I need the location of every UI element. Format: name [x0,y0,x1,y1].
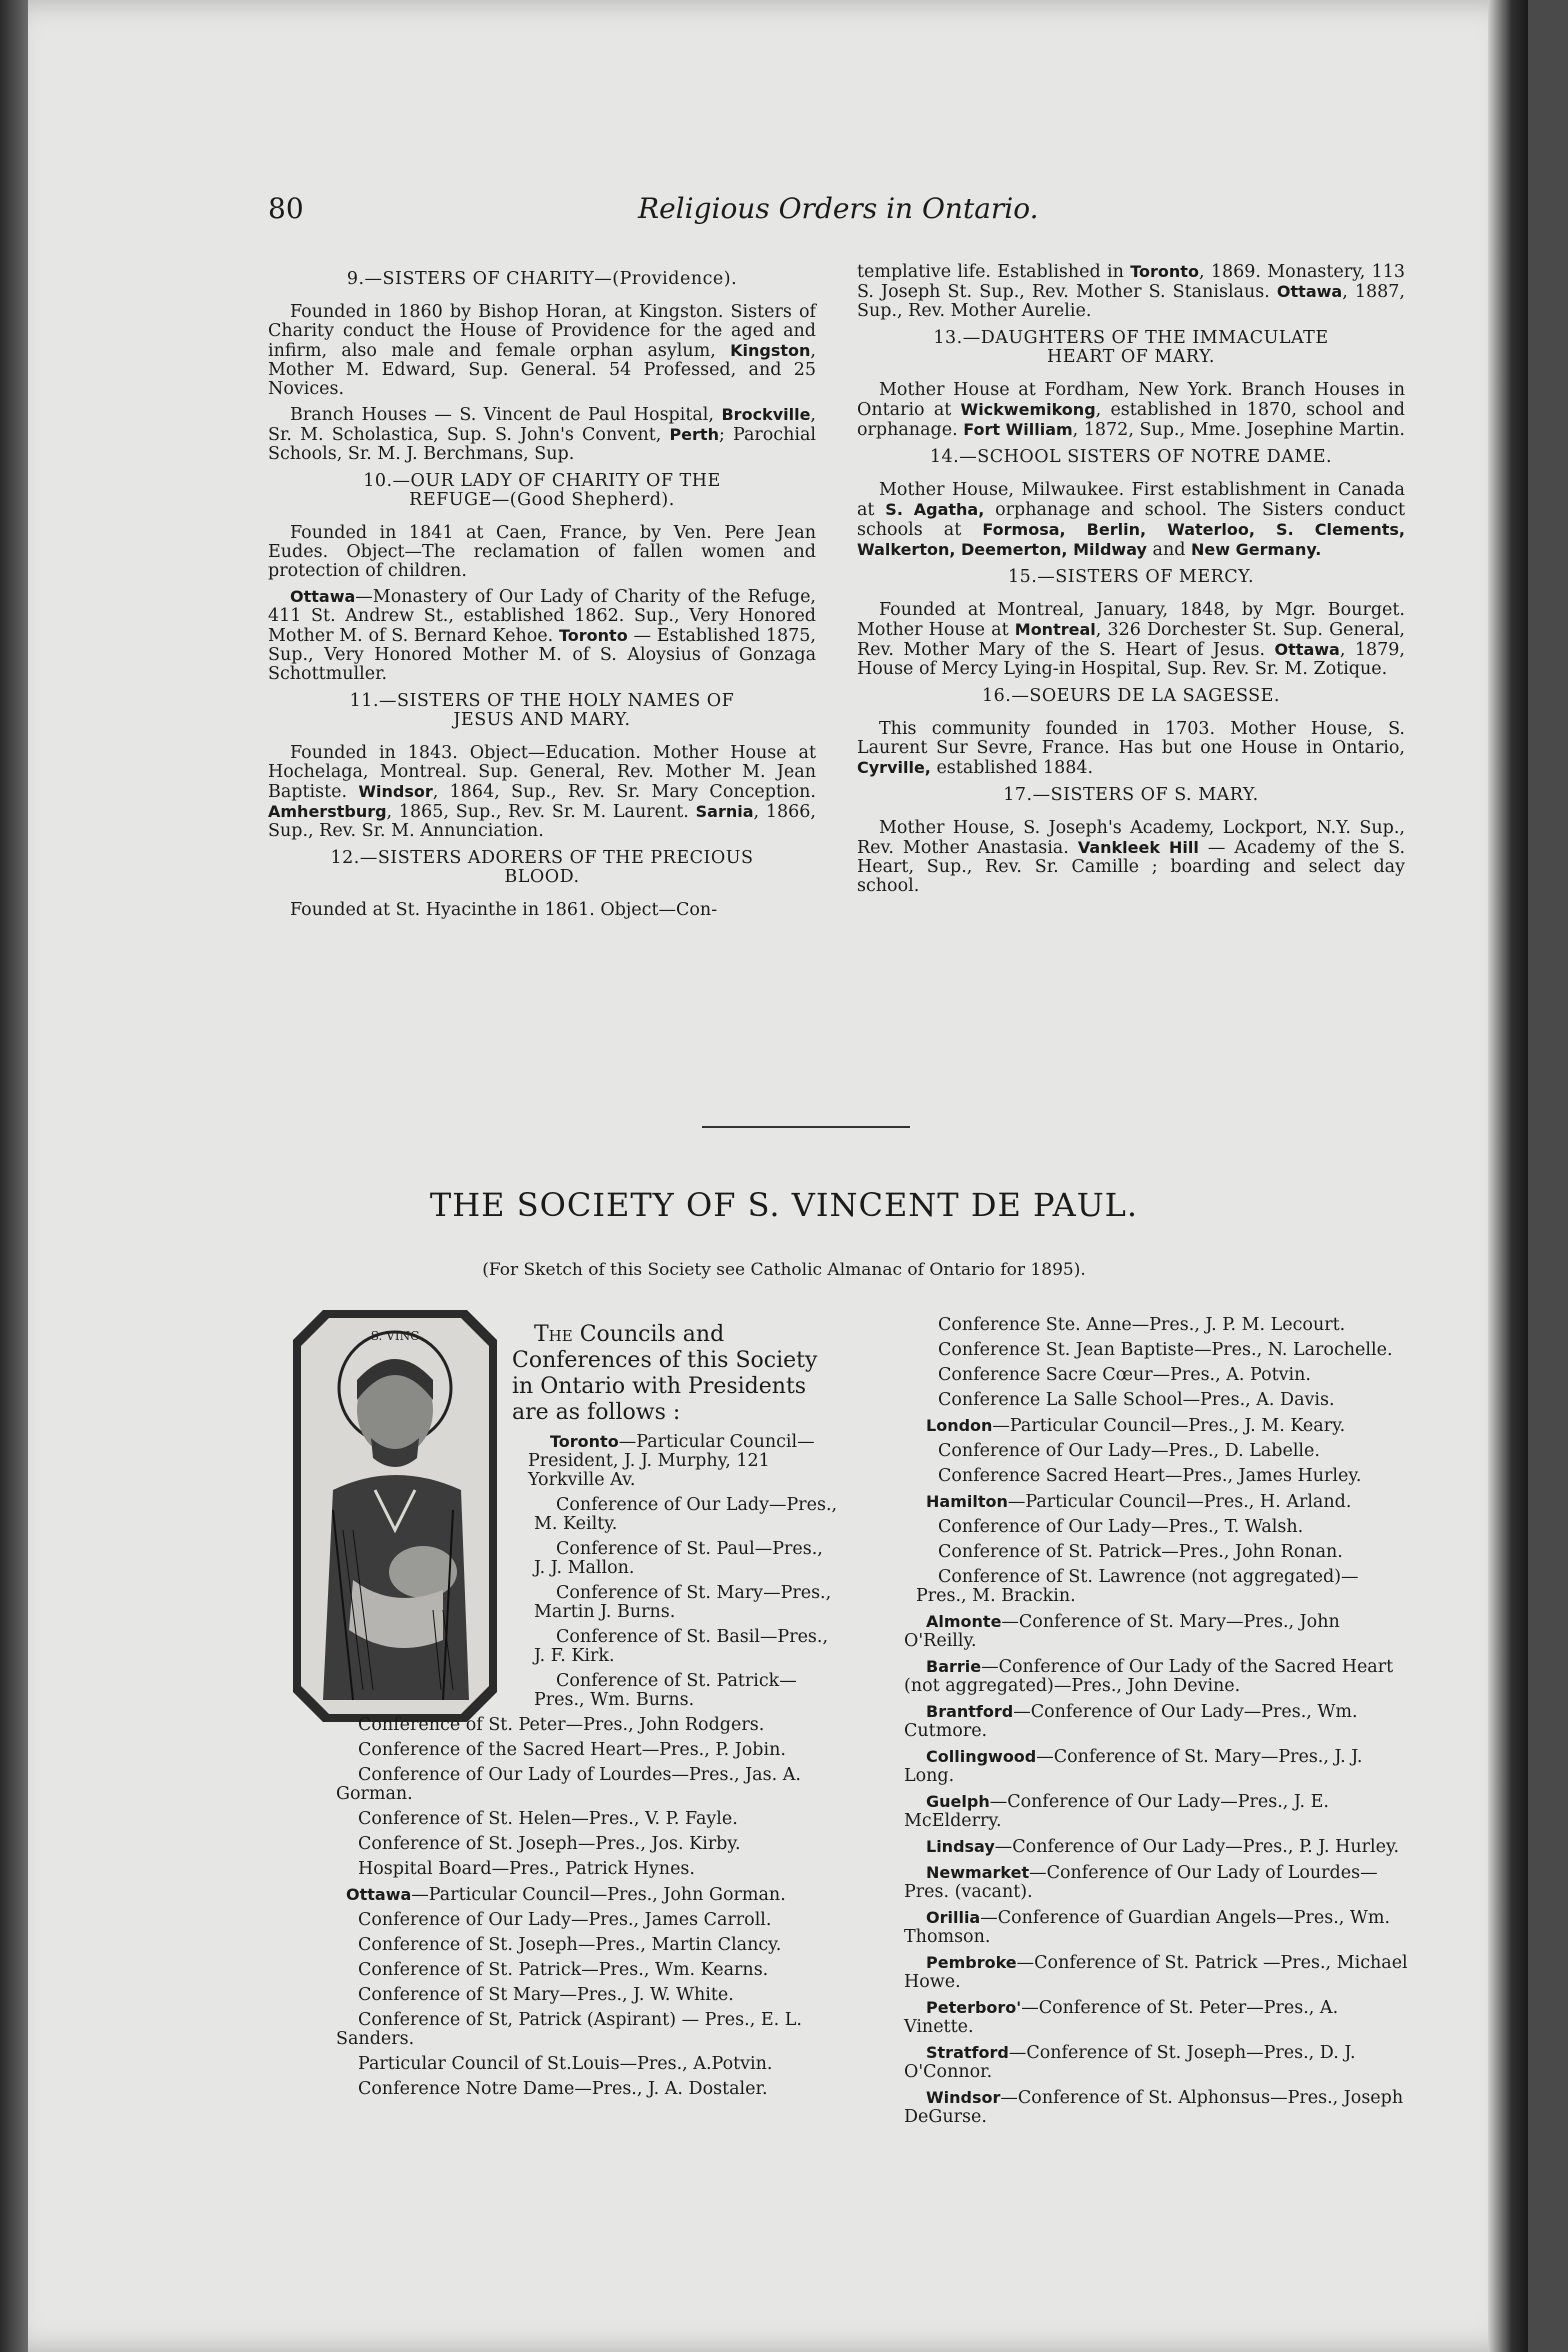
list-item: Conference of St. Joseph—Pres., Martin Clancy. [358,1935,782,1955]
society-title: THE SOCIETY OF S. VINCENT DE PAUL. [429,1186,1139,1224]
section-9-para-2: Branch Houses — S. Vincent de Paul Hospital, Brockville, Sr. M. Scholastica, Sup. S. John's Convent, Perth; Parochial Schools, Sr. M. J. Berchmans, Sup. [268,405,816,464]
section-15-title: 15.—SISTERS OF MERCY. [1007,567,1255,587]
section-17-title: 17.—SISTERS OF S. MARY. [1003,785,1259,805]
hamilton-entry: Hamilton—Particular Council—Pres., H. Arland. [926,1492,1352,1512]
section-16-para-1: This community founded in 1703. Mother House, S. Laurent Sur Sevre, France. Has but one House in Ontario, Cyrville, established 1884. [857,719,1405,778]
list-item: Conference of St. Paul—Pres., J. J. Mallon. [534,1539,823,1578]
section-12-continued: templative life. Established in Toronto, 1869. Monastery, 113 S. Joseph St. Sup., Rev. Mother S. Stanislaus. Ottawa, 1887, Sup., Rev. Mother Aurelie. [857,262,1405,321]
list-item: Conference of St. Peter—Pres., John Rodgers. [358,1715,765,1735]
newmarket-entry: Newmarket—Conference of Our Lady of Lourdes—Pres. (vacant). [904,1863,1378,1902]
list-item: Conference Sacre Cœur—Pres., A. Potvin. [938,1365,1311,1385]
guelph-entry: Guelph—Conference of Our Lady—Pres., J. E. McElderry. [904,1792,1329,1831]
toronto-entry: Toronto—Particular Council—President, J. J. Murphy, 121 Yorkville Av. [528,1432,815,1490]
list-item: Conference of St. Patrick—Pres., John Ronan. [938,1542,1343,1562]
list-item: Conference Notre Dame—Pres., J. A. Dostaler. [358,2079,768,2099]
list-item: Conference of Our Lady—Pres., T. Walsh. [938,1517,1304,1537]
section-14-para-1: Mother House, Milwaukee. First establishment in Canada at S. Agatha, orphanage and school. The Sisters conduct schools at Formosa, Berlin, Waterloo, S. Clements, Walkerton, Deemerton, Mildway and New Germany. [857,480,1405,560]
list-item: Conference of St. Joseph—Pres., Jos. Kirby. [358,1834,741,1854]
barrie-entry: Barrie—Conference of Our Lady of the Sacred Heart (not aggregated)—Pres., John Devine. [904,1657,1394,1696]
list-item: Conference of the Sacred Heart—Pres., P. Jobin. [358,1740,786,1760]
society-note: (For Sketch of this Society see Catholic Almanac of Ontario for 1895). [482,1260,1086,1280]
portrait-label: S. VINC [370,1329,420,1343]
london-entry: London—Particular Council—Pres., J. M. Keary. [926,1416,1346,1436]
collingwood-entry: Collingwood—Conference of St. Mary—Pres., J. J. Long. [904,1747,1363,1786]
page-number: 80 [268,192,304,225]
list-item: Hospital Board—Pres., Patrick Hynes. [358,1859,695,1879]
section-16-title: 16.—SOEURS DE LA SAGESSE. [982,686,1280,706]
section-11-para-1: Founded in 1843. Object—Education. Mother House at Hochelaga, Montreal. Sup. General, Rev. Mother M. Jean Baptiste. Windsor, 1864, Sup., Rev. Sr. Mary Conception. Amherstburg, 1865, Sup., Rev. Sr. M. Laurent. Sarnia, 1866, Sup., Rev. Sr. M. Annunciation. [268,743,816,841]
brantford-entry: Brantford—Conference of Our Lady—Pres., Wm. Cutmore. [904,1702,1358,1741]
windsor-entry: Windsor—Conference of St. Alphonsus—Pres., Joseph DeGurse. [904,2088,1404,2127]
society-right-column [858,1316,1408,2133]
list-item: Conference of St, Patrick (Aspirant) — Pres., E. L. Sanders. [336,2010,802,2049]
lindsay-entry: Lindsay—Conference of Our Lady—Pres., P. J. Hurley. [926,1837,1400,1857]
society-intro-block [512,1322,838,1710]
society-left-column [314,1322,838,2105]
section-12-title: 12.—SISTERS ADORERS OF THE PRECIOUS BLOOD. [330,848,754,887]
list-item: Conference of St. Helen—Pres., V. P. Fayle. [358,1809,738,1829]
list-item: Conference of St. Lawrence (not aggregated)—Pres., M. Brackin. [916,1567,1359,1606]
section-10-title: 10.—OUR LADY OF CHARITY OF THE REFUGE—(Good Shepherd). [363,471,721,510]
section-13-title: 13.—DAUGHTERS OF THE IMMACULATE HEART OF MARY. [933,328,1329,367]
section-divider [702,1126,910,1128]
list-item: Conference of St. Basil—Pres., J. F. Kirk. [534,1627,829,1666]
peterboro-entry: Peterboro'—Conference of St. Peter—Pres., A. Vinette. [904,1998,1339,2037]
section-10-para-1: Founded in 1841 at Caen, France, by Ven. Pere Jean Eudes. Object—The reclamation of fallen women and protection of children. [268,523,816,581]
list-item: Conference Sacred Heart—Pres., James Hurley. [938,1466,1362,1486]
list-item: Conference of Our Lady of Lourdes—Pres., Jas. A. Gorman. [336,1765,801,1804]
list-item: Conference of Our Lady—Pres., James Carroll. [358,1910,772,1930]
almonte-entry: Almonte—Conference of St. Mary—Pres., John O'Reilly. [904,1612,1340,1651]
running-head: Religious Orders in Ontario. [638,192,1039,225]
section-15-para-1: Founded at Montreal, January, 1848, by Mgr. Bourget. Mother House at Montreal, 326 Dorchester St. Sup. General, Rev. Mother Mary of the S. Heart of Jesus. Ottawa, 1879, House of Mercy Lying-in Hospital, Sup. Rev. Sr. M. Zotique. [857,600,1405,679]
book-gutter [1488,0,1528,2352]
list-item: Conference of St. Patrick—Pres., Wm. Burns. [534,1671,797,1710]
section-11-title: 11.—SISTERS OF THE HOLY NAMES OF JESUS AND MARY. [349,691,735,730]
book-edge-left [0,0,28,2352]
list-item: Conference of St Mary—Pres., J. W. White. [358,1985,734,2005]
list-item: Conference Ste. Anne—Pres., J. P. M. Lecourt. [938,1315,1346,1335]
section-9-title: 9.—SISTERS OF CHARITY—(Providence). [346,269,738,289]
section-9-para-1: Founded in 1860 by Bishop Horan, at Kingston. Sisters of Charity conduct the House of Providence for the aged and infirm, also male and female orphan asylum, Kingston, Mother M. Edward, Sup. General. 54 Professed, and 25 Novices. [268,302,816,399]
ottawa-entry: Ottawa—Particular Council—Pres., John Gorman. [346,1885,786,1905]
list-item: Conference of Our Lady—Pres., D. Labelle. [938,1441,1320,1461]
page-header [268,192,1378,232]
orillia-entry: Orillia—Conference of Guardian Angels—Pres., Wm. Thomson. [904,1908,1391,1947]
society-intro: The Councils and Conferences of this Society in Ontario with Presidents are as follows : [512,1322,818,1425]
list-item: Particular Council of St.Louis—Pres., A.Potvin. [358,2054,773,2074]
section-12-para-1: Founded at St. Hyacinthe in 1861. Object—Con- [290,900,718,920]
section-13-para-1: Mother House at Fordham, New York. Branch Houses in Ontario at Wickwemikong, established in 1870, school and orphanage. Fort William, 1872, Sup., Mme. Josephine Martin. [857,380,1405,440]
column-right [857,262,1405,902]
column-left [268,262,816,926]
list-item: Conference La Salle School—Pres., A. Davis. [938,1390,1335,1410]
list-item: Conference St. Jean Baptiste—Pres., N. Larochelle. [938,1340,1393,1360]
section-10-para-2: Ottawa—Monastery of Our Lady of Charity of the Refuge, 411 St. Andrew St., established 1862. Sup., Very Honored Mother M. of S. Bernard Kehoe. Toronto — Established 1875, Sup., Very Honored Mother M. of S. Aloysius of Gonzaga Schottmuller. [268,587,816,684]
pembroke-entry: Pembroke—Conference of St. Patrick —Pres., Michael Howe. [904,1953,1408,1992]
list-item: Conference of Our Lady—Pres., M. Keilty. [534,1495,838,1534]
stratford-entry: Stratford—Conference of St. Joseph—Pres., D. J. O'Connor. [904,2043,1356,2082]
list-item: Conference of St. Patrick—Pres., Wm. Kearns. [358,1960,769,1980]
section-14-title: 14.—SCHOOL SISTERS OF NOTRE DAME. [929,447,1333,467]
section-17-para-1: Mother House, S. Joseph's Academy, Lockport, N.Y. Sup., Rev. Mother Anastasia. Vankleek Hill — Academy of the S. Heart, Sup., Rev. Sr. Camille ; boarding and select day school. [857,818,1406,896]
list-item: Conference of St. Mary—Pres., Martin J. Burns. [534,1583,832,1622]
